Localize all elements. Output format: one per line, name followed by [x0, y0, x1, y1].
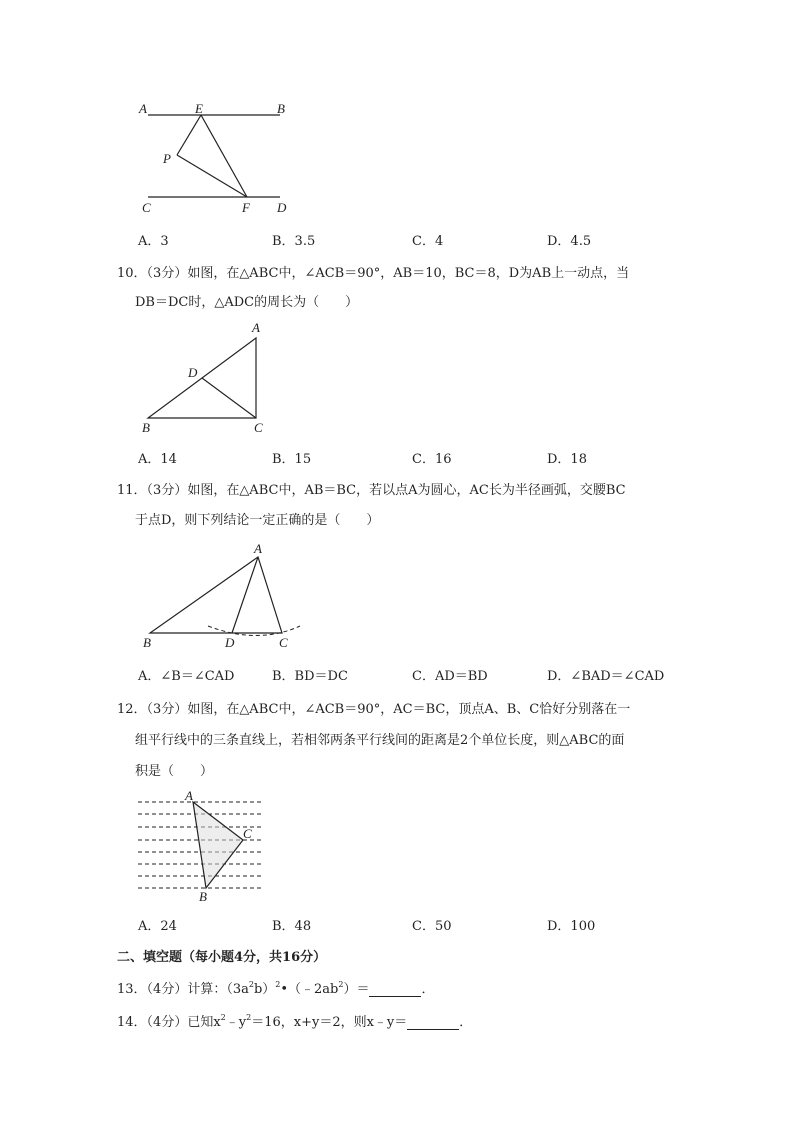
q11-option-c: C．AD＝BD [412, 669, 488, 684]
q12-line3: 积是（ ） [135, 764, 214, 779]
q9-option-a: A．3 [138, 234, 169, 249]
label-e: E [195, 101, 203, 116]
q10-line1: 10．（3分）如图，在△ABC中，∠ACB＝90°，AB＝10，BC＝8，D为AB上一动点，当 [117, 266, 630, 281]
q10-option-c: C．16 [412, 452, 452, 467]
q12-option-c: C．50 [412, 919, 452, 934]
label-d: D [225, 635, 235, 650]
q9-option-c: C．4 [412, 234, 444, 249]
label-a: A [139, 101, 147, 116]
label-a: A [252, 320, 260, 335]
q14-line: 14．（4分）已知$x^2﹣y^2=16$，x+y＝2，则x﹣y＝ ． [117, 1013, 473, 1030]
label-a: A [254, 541, 262, 556]
q11-line2: 于点D，则下列结论一定正确的是（ ） [135, 513, 380, 528]
q10-option-b: B．15 [272, 452, 312, 467]
label-f: F [242, 200, 250, 215]
label-d: D [188, 365, 198, 380]
label-d: D [277, 200, 287, 215]
label-b: B [277, 101, 285, 116]
label-b: B [142, 420, 150, 435]
label-c: C [254, 420, 263, 435]
q10-option-d: D．18 [547, 452, 587, 467]
label-a: A [185, 788, 193, 803]
q12-line2: 组平行线中的三条直线上，若相邻两条平行线间的距离是2个单位长度，则△ABC的面 [135, 733, 625, 748]
label-c: C [243, 826, 252, 841]
label-c: C [142, 200, 151, 215]
q12-option-b: B．48 [272, 919, 312, 934]
q10-line2: DB＝DC时，△ADC的周长为（ ） [135, 295, 359, 310]
q12-option-a: A．24 [138, 919, 177, 934]
q11-line1: 11．（3分）如图，在△ABC中，AB＝BC，若以点A为圆心，AC长为半径画弧，交腰BC [117, 483, 626, 498]
q9-option-d: D．4.5 [547, 234, 592, 249]
label-b: B [199, 889, 207, 904]
section-title: 二、填空题（每小题4分，共16分） [117, 950, 327, 965]
label-c: C [279, 635, 288, 650]
q13-line: 13．（4分）计算：$(3a^2b)^2•(﹣2ab^2)=$ ． [117, 980, 435, 997]
q11-option-d: D．∠BAD＝∠CAD [547, 669, 665, 684]
q10-option-a: A．14 [138, 452, 177, 467]
q12-option-d: D．100 [547, 919, 596, 934]
label-p: P [163, 151, 171, 166]
answer-blank [369, 984, 421, 997]
q9-option-b: B．3.5 [272, 234, 316, 249]
q11-option-a: A．∠B＝∠CAD [138, 669, 235, 684]
answer-blank [407, 1017, 459, 1030]
q12-line1: 12．（3分）如图，在△ABC中，∠ACB＝90°，AC＝BC，顶点A、B、C恰好分别落在一 [117, 702, 631, 717]
q11-option-b: B．BD＝DC [272, 669, 348, 684]
label-b: B [143, 635, 151, 650]
